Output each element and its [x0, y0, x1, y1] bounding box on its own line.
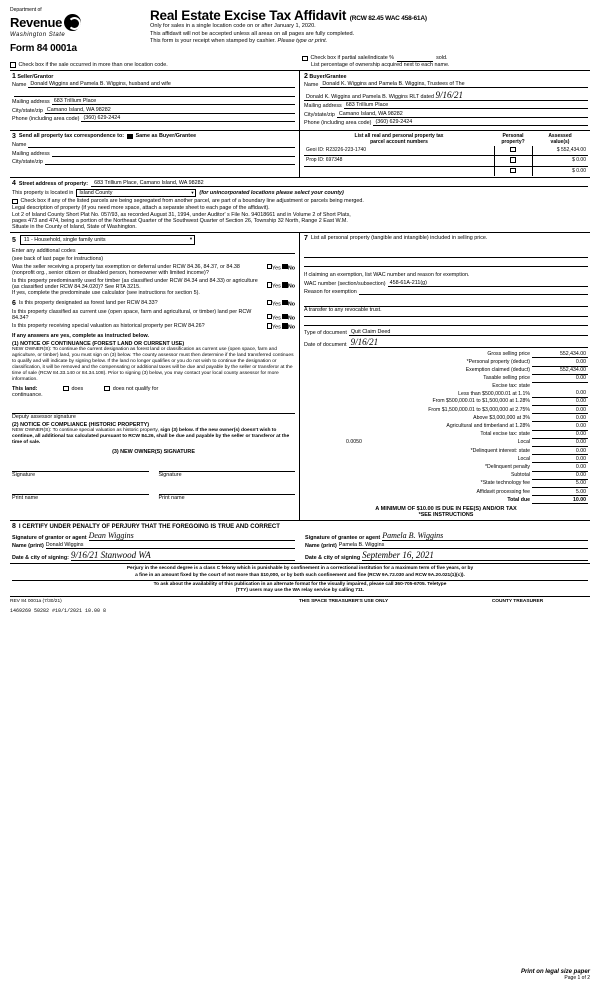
calc-amount[interactable]: 0.00: [532, 406, 588, 414]
new-owner-signature-1[interactable]: [12, 462, 149, 472]
buyer-name-value[interactable]: Donald K. Wiggins and Pamela B. Wiggins, Trustees of The: [320, 81, 588, 88]
calc-amount[interactable]: 552,434.00: [532, 366, 588, 374]
grantor-signature[interactable]: Dean Wiggins: [89, 531, 295, 541]
exemption-note: If claiming an exemption, list WAC number and reason for exemption.: [304, 272, 470, 279]
grantee-date-label: Date & city of signing: [305, 555, 361, 562]
sec8-heading: I CERTIFY UNDER PENALTY OF PERJURY THAT THE FOREGOING IS TRUE AND CORRECT: [18, 523, 280, 530]
form-number: Form 84 0001a: [10, 42, 77, 54]
county-treasurer-label: COUNTY TREASURER: [491, 599, 544, 605]
calc-amount[interactable]: 552,434.00: [532, 350, 588, 358]
seller-number: 1: [12, 72, 16, 80]
grantee-sig-label: Signature of grantee or agent: [305, 535, 381, 542]
compliance-body: [12, 428, 295, 446]
revenue-wordmark: Revenue: [10, 14, 63, 30]
additional-codes-label: Enter any additional codes: [12, 248, 76, 255]
seller-heading: Seller/Grantor: [17, 73, 54, 80]
sec5-number: 5: [12, 236, 16, 244]
s6q3-no-label: No: [287, 324, 295, 331]
this-land-label: This land:: [12, 385, 38, 392]
department-label: Department of: [10, 7, 42, 13]
deputy-assessor-signature-line[interactable]: [12, 404, 295, 414]
compliance-body-a: NEW OWNER(S): To continue special valuation as historic property,: [12, 427, 159, 433]
parcel-table-block: [300, 131, 590, 178]
calc-row: [304, 463, 588, 471]
personal-property-cell[interactable]: [494, 166, 532, 176]
multi-location-label: Check box if the sale occurred in more than one location code.: [18, 61, 168, 68]
calc-row: [304, 487, 588, 495]
correspondence-section: [10, 130, 590, 178]
legal-description-line-1[interactable]: Lot 2 of Island County Short Plat No. 057/93, as recorded August 31, 1994, under Auditor' s File No. 94018661 and in Volume 2 of Short Plats,: [12, 212, 351, 219]
doc-type-label: Type of document: [304, 329, 347, 336]
subtitle-3-italic: Please type or print.: [277, 38, 328, 45]
calc-amount[interactable]: 5.00: [532, 487, 588, 495]
minimum-due-note: A MINIMUM OF $10.00 IS DUE IN FEE(S) AND/OR TAX: [375, 506, 517, 513]
assessed-col-header-l2: value(s): [550, 138, 570, 145]
signature-label-1: Signature: [12, 471, 36, 478]
q2-yes-label: Yes: [272, 283, 281, 290]
new-owner-printname-1[interactable]: [12, 485, 149, 495]
calc-label: Gross selling price: [487, 351, 530, 358]
title-text: Real Estate Excise Tax Affidavit: [150, 8, 347, 23]
excise-tax-calculation-table: [304, 350, 588, 504]
calc-amount[interactable]: 0.00: [532, 463, 588, 471]
form-header: [10, 8, 590, 54]
calc-row: [304, 358, 588, 366]
calc-label: Above $3,000,000 at 3%: [473, 414, 530, 421]
sec6-if-any-note: If any answers are yes, complete as instructed below.: [12, 332, 150, 339]
use-and-price-section: [10, 232, 590, 520]
buyer-phone-value[interactable]: (360) 629-2424: [373, 119, 588, 126]
compliance-title: (2) NOTICE OF COMPLIANCE (HISTORIC PROPERTY): [12, 421, 150, 428]
seller-phone-label: Phone (including area code): [12, 116, 80, 123]
warning-line-1: Perjury in the second degree is a class C felony which is punishable by confinement in a correctional institution for a maximum term of five years, or by: [126, 566, 474, 572]
calc-amount-blank: [532, 383, 588, 390]
title-rcw: (RCW 82.45 WAC 458-61A): [349, 15, 427, 22]
s6q1-yes-label: Yes: [272, 301, 281, 308]
warning-line-3: To ask about the availability of this publication in an alternate format for the visually impaired, please call 360-705-6705. Teletype: [12, 580, 588, 588]
treasurer-space-label: THIS SPACE TREASURER'S USE ONLY: [298, 599, 389, 605]
reason-value[interactable]: A transfer to any revocable trust.: [304, 307, 588, 317]
calc-amount[interactable]: 0.00: [532, 374, 588, 382]
calc-row: [304, 374, 588, 382]
seller-csz-value[interactable]: Camano Island, WA 98282: [45, 107, 295, 114]
sec3-mail-value[interactable]: [52, 150, 295, 157]
seller-mail-value[interactable]: 683 Trillium Place: [52, 98, 295, 105]
sec6-q1-answer[interactable]: [259, 300, 295, 308]
new-owner-printname-2[interactable]: [159, 485, 296, 495]
seller-phone-value[interactable]: (360) 629-2424: [81, 115, 295, 122]
land-does-not-label: does not qualify for: [112, 385, 159, 392]
calc-row: [304, 366, 588, 374]
s6q1-no-label: No: [287, 301, 295, 308]
deputy-assessor-label: Deputy assessor signature: [12, 413, 76, 420]
sec6-number: 6: [12, 299, 16, 307]
subtitle-2: This affidavit will not be accepted unless all areas on all pages are fully completed.: [150, 30, 355, 37]
q2-no-label: No: [287, 283, 295, 290]
same-as-buyer-label: Same as Buyer/Grantee: [135, 133, 197, 140]
sec7-number: 7: [304, 235, 308, 243]
buyer-csz-label: City/state/zip: [304, 111, 335, 118]
calc-row: [304, 397, 588, 405]
page-title: [150, 8, 590, 23]
grantor-sig-label: Signature of grantor or agent: [12, 535, 87, 542]
warning-line-2: a fine in an amount fixed by the court of not more than $10,000, or by both such confinement and fine (RCW 9A.72.030 and RCW 9A.20.021(1)(c)).: [135, 572, 465, 578]
see-instructions-note: *SEE INSTRUCTIONS: [418, 512, 474, 519]
calc-label: Local: [517, 455, 530, 462]
buyer-name-value-2-text: Donald K. Wiggins and Pamela B. Wiggins RLT dated: [306, 93, 435, 100]
assessed-value-cell[interactable]: $ 552,434.00: [532, 146, 588, 156]
personal-property-list-input[interactable]: [304, 242, 588, 258]
page-number: Page 1 of 2: [564, 975, 590, 981]
calc-row: [304, 383, 588, 390]
table-row: [304, 146, 588, 156]
calc-row: [304, 414, 588, 422]
calc-label: From $1,500,000.01 to $3,000,000 at 2.75%: [428, 406, 530, 413]
sec3-csz-label: City/state/zip: [12, 159, 43, 166]
buyer-block: [300, 71, 590, 130]
calc-label: Less than $500,000.01 at 1.1%: [458, 390, 530, 397]
segregation-label: Check box if any of the listed parcels are being segregated from another parcel, are part of a boundary line adjustment or parcels being merged.: [20, 198, 364, 205]
subtitle-1: Only for sales in a single location code on or after January 1, 2020.: [150, 23, 316, 29]
partial-sale-checkbox[interactable]: [302, 56, 308, 62]
q1-no-label: No: [287, 265, 295, 272]
table-row: [304, 166, 588, 176]
reason-blank[interactable]: [359, 288, 588, 295]
legal-description-line-2[interactable]: pages 473 and 474, being a portion of the Northeast Quarter of the Southwest Quarter of Section 26, Township 32 North, Range 2 East W.M.: [12, 218, 348, 225]
sec3-heading: Send all property tax correspondence to:: [18, 133, 125, 140]
print-name-label-1: Print name: [12, 494, 39, 501]
buyer-mail-label: Mailing address: [304, 103, 342, 110]
personal-checkbox[interactable]: [510, 168, 516, 174]
sec5-q2-answer[interactable]: [259, 282, 295, 290]
calc-row: [304, 471, 588, 479]
calc-label: Exemption claimed (deduct): [465, 367, 530, 374]
parcel-number-cell[interactable]: [304, 166, 494, 176]
seller-csz-label: City/state/zip: [12, 107, 43, 114]
calc-label: Taxable selling price: [483, 375, 530, 382]
parcel-col-header: [304, 132, 494, 146]
calc-amount[interactable]: 0.00: [532, 422, 588, 430]
buyer-mail-value[interactable]: 683 Trillium Place: [344, 102, 588, 109]
sec5-q2-text: Is this property predominantly used for timber (as classified under RCW 84.34 and 84.33) or agriculture (as classified under RCW 84.34.020)? See RTA 3215.: [12, 277, 258, 290]
sec3-csz-value[interactable]: [45, 158, 295, 165]
compliance-body-b: sign (3) below. If the new owner(s) doesn't wish to continue, all additional tax calculated pursuant to RCW 84.26, shall be due and payable by the seller or transferor at the time of sale.: [12, 427, 290, 445]
s6q2-no-label: No: [287, 315, 295, 322]
print-instruction: [521, 969, 590, 981]
calc-label: Local: [517, 439, 530, 446]
sec7-heading: List all personal property (tangible and intangible) included in selling price.: [310, 235, 488, 242]
perjury-warning: [10, 563, 590, 597]
calc-label: Affidavit processing fee: [476, 488, 530, 495]
sec7-block: [300, 233, 590, 520]
assessed-col-header: [532, 132, 588, 146]
grantee-name-value[interactable]: Pamela B. Wiggins: [339, 542, 588, 549]
calc-row: [304, 496, 588, 504]
new-owner-sig-title: (3) NEW OWNER(S) SIGNATURE: [112, 448, 195, 455]
sec3-number: 3: [12, 132, 16, 140]
seller-name-label: Name: [12, 82, 27, 89]
multi-location-checkbox[interactable]: [10, 62, 16, 68]
calc-label: Total due: [507, 496, 530, 503]
table-row: [304, 156, 588, 167]
sec6-q3-answer[interactable]: [259, 323, 295, 331]
calc-amount[interactable]: 0.00: [532, 471, 588, 479]
state-label: Washington State: [10, 31, 66, 38]
parcel-col-header-l2: parcel account numbers: [370, 138, 428, 145]
grantee-date-value[interactable]: September 16, 2021: [362, 550, 588, 561]
sec5-block: [10, 233, 300, 520]
legal-description-label: Legal description of property (if you need more space, attach a separate sheet to each page of the affidavit).: [12, 205, 270, 212]
calc-amount[interactable]: 0.00: [532, 455, 588, 463]
local-rate-value[interactable]: 0.0050: [346, 439, 362, 446]
buyer-trust-date-hand: 9/16/21: [435, 89, 464, 100]
calc-row: [304, 447, 588, 455]
calc-amount[interactable]: 0.00: [532, 438, 588, 446]
calc-row: [304, 390, 588, 398]
calc-label: *Delinquent interest: state: [470, 447, 530, 454]
calc-label: Excise tax: state: [492, 383, 530, 390]
subtitle-3: [150, 38, 590, 46]
sec3-name-label: Name: [12, 142, 27, 149]
calc-row: [304, 350, 588, 358]
calc-amount[interactable]: 10.00: [532, 496, 588, 504]
calc-label: From $500,000.01 to $1,500,000 at 1.28%: [432, 398, 530, 405]
calc-amount[interactable]: 0.00: [532, 358, 588, 366]
continuance-title: (1) NOTICE OF CONTINUANCE (FOREST LAND OR CURRENT USE): [12, 340, 185, 347]
q1-yes-label: Yes: [272, 265, 281, 272]
calc-row: [304, 438, 588, 446]
located-note: (for unincorporated locations please select your county): [199, 189, 344, 196]
calc-label: *State technology fee: [480, 480, 530, 487]
calc-row: [304, 406, 588, 414]
buyer-phone-label: Phone (including area code): [304, 120, 372, 127]
continuance-body: NEW OWNER(S): To continue the current designation as forest land or classification as current use (open space, farm and agriculture, or timber) land, you must sign on (3) below. The county assessor must then determine if the land transferred continues to qualify and will indicate by signing below. If the land no longer qualifies or you do not wish to continue the designation or classification, it will be removed and the compensating or additional taxes will be due and payable by the seller or transferor at the time of sale (RCW 84.33.140 or 84.34.108). Prior to signing (3) below, you may contact your local county assessor for more information.: [12, 346, 294, 383]
correspondence-block: [10, 131, 300, 178]
sec6-q2-answer[interactable]: [259, 314, 295, 322]
seller-name-value[interactable]: Donald Wiggins and Pamela B. Wiggins, husband and wife: [28, 81, 295, 88]
personal-property-cell[interactable]: [494, 156, 532, 167]
sec6-q3-text: Is this property receiving special valuation as historical property per RCW 84.26?: [12, 323, 205, 330]
print-name-label-2: Print name: [158, 494, 185, 501]
sec3-mail-label: Mailing address: [12, 150, 50, 157]
calc-label-local: [304, 438, 532, 446]
reason-label: Reason for exemption: [304, 289, 357, 296]
calc-amount[interactable]: 5.00: [532, 479, 588, 487]
partial-sale-tail: sold.: [436, 55, 448, 62]
personal-checkbox[interactable]: [510, 147, 516, 153]
sec5-q1-text: Was the seller receiving a property tax exemption or deferral under RCW 84.36, 84.37, or 84.38 (nonprofit org., senior citizen or disabled person, homeowner with limited income)?: [12, 263, 240, 276]
personal-property-cell[interactable]: [494, 146, 532, 156]
grantor-date-label: Date & city of signing:: [12, 555, 69, 562]
land-use-code-select[interactable]: 11 - Household, single family units ▼: [20, 235, 195, 245]
personal-col-header-l2: property?: [501, 138, 525, 145]
county-select[interactable]: Island County ▼: [76, 189, 196, 197]
calc-row: [304, 430, 588, 438]
calc-label: Total excise tax: state: [480, 431, 530, 438]
parcel-number-cell[interactable]: Geoi ID: R23226-223-1740: [304, 146, 494, 156]
assessed-value-cell[interactable]: $ 0.00: [532, 156, 588, 167]
print-instruction-text: Print on legal size paper: [520, 969, 590, 975]
land-does-not-checkbox[interactable]: [104, 386, 110, 392]
parcel-table: [304, 132, 588, 177]
calc-amount[interactable]: 0.00: [532, 390, 588, 398]
calc-amount[interactable]: 0.00: [532, 430, 588, 438]
title-block: [150, 8, 590, 46]
buyer-number: 2: [304, 72, 308, 80]
doc-type-value[interactable]: Quit Claim Deed: [349, 329, 588, 336]
personal-col-header: [494, 132, 532, 146]
sec5-q2-note: If yes, complete the predominate use calculator (see instructions for section 5).: [12, 289, 200, 296]
land-does-label: does: [71, 385, 84, 392]
certification-section: [10, 520, 590, 563]
assessed-value-cell[interactable]: $ 0.00: [532, 166, 588, 176]
calc-row: [304, 479, 588, 487]
grantee-name-label: Name (print): [305, 543, 337, 550]
property-section: [10, 177, 590, 232]
parcel-col-header-l1: List all real and personal property tax: [354, 132, 444, 139]
calc-label: *Delinquent penalty: [485, 463, 530, 470]
doc-date-label: Date of document: [304, 342, 347, 349]
new-owner-signature-2[interactable]: [159, 462, 296, 472]
partial-sale-percent-input[interactable]: [397, 55, 433, 62]
assessed-col-header-l1: Assessed: [548, 132, 572, 139]
signature-label-2: Signature: [158, 471, 182, 478]
located-in-label: This property is located in: [12, 189, 74, 196]
s6q3-yes-label: Yes: [272, 324, 281, 331]
personal-checkbox[interactable]: [510, 157, 516, 163]
revenue-logo-icon: [64, 14, 81, 31]
agency-block: [10, 8, 150, 54]
grantor-name-value[interactable]: Donald Wiggins: [46, 542, 295, 549]
wac-label: WAC number (section/subsection): [304, 280, 386, 287]
s6q2-yes-label: Yes: [272, 315, 281, 322]
grantor-date-value[interactable]: 9/16/21 Stanwood WA: [71, 550, 295, 561]
warning-line-4: (TTY) users may use the WA relay service by calling 711.: [235, 588, 365, 594]
calc-row: [304, 455, 588, 463]
sec6-q2-text: Is this property classified as current use (open space, farm and agricultural, or timber) land per RCW 84.34?: [12, 309, 252, 322]
parcel-number-cell[interactable]: Prop ID: 697348: [304, 156, 494, 167]
sec3-name-value[interactable]: [28, 141, 295, 148]
same-as-buyer-checkbox[interactable]: [127, 134, 133, 140]
calc-label: *Personal property (deduct): [466, 359, 530, 366]
calc-label: Agricultural and timberland at 1.28%: [446, 423, 530, 430]
wac-value[interactable]: 458-61A-211(g): [388, 280, 588, 287]
calc-row: [304, 422, 588, 430]
parties-section: [10, 70, 590, 130]
seller-block: [10, 71, 300, 130]
subtitle-3-text: This form is your receipt when stamped by cashier.: [150, 38, 276, 45]
receipt-barcode-line: 1469269 50282 #10/1/2021 10.00 8: [10, 608, 107, 615]
see-back-note: (see back of last page for instructions): [12, 255, 104, 262]
sec4-heading: Street address of property:: [18, 181, 89, 188]
continuance-word: continuance.: [12, 391, 43, 398]
personal-col-header-l1: Personal: [502, 132, 524, 139]
buyer-name-value-2[interactable]: [304, 90, 588, 101]
calc-amount[interactable]: 0.00: [532, 414, 588, 422]
doc-date-value[interactable]: 9/16/21: [349, 337, 588, 348]
revision-number: REV 84 0001a (7/30/21): [10, 599, 62, 605]
buyer-heading: Buyer/Grantee: [309, 73, 347, 80]
calc-amount[interactable]: 0.00: [532, 447, 588, 455]
sec6-q1-text: Is this property designated as forest land per RCW 84.33?: [18, 299, 158, 306]
buyer-name-label: Name: [304, 82, 319, 89]
grantee-signature[interactable]: Pamela B. Wiggins: [382, 531, 588, 541]
additional-codes-input[interactable]: [78, 247, 295, 254]
segregation-checkbox[interactable]: [12, 199, 18, 205]
buyer-csz-value[interactable]: Camano Island, WA 98282: [337, 111, 588, 118]
sec5-q1-answer[interactable]: [259, 264, 295, 276]
grantor-name-label: Name (print): [12, 543, 44, 550]
sec4-number: 4: [12, 180, 16, 188]
seller-name-value-2[interactable]: [14, 90, 295, 97]
land-does-checkbox[interactable]: [63, 386, 69, 392]
partial-sale-label: Check box if partial sale/indicate %: [310, 55, 395, 62]
seller-mail-label: Mailing address: [12, 99, 50, 106]
calc-amount[interactable]: 0.00: [532, 397, 588, 405]
ownership-note: List percentage of ownership acquired next to each name.: [311, 61, 450, 68]
form-footer: [10, 597, 590, 614]
personal-property-list-input-2[interactable]: [304, 258, 588, 267]
sec8-number: 8: [12, 523, 16, 531]
calc-label: Subtotal: [510, 472, 530, 479]
property-address-value[interactable]: 683 Trillium Place, Camano Island, WA 98282: [91, 180, 588, 187]
legal-description-line-3[interactable]: Situate in the County of Island, State of Washington.: [12, 224, 137, 231]
